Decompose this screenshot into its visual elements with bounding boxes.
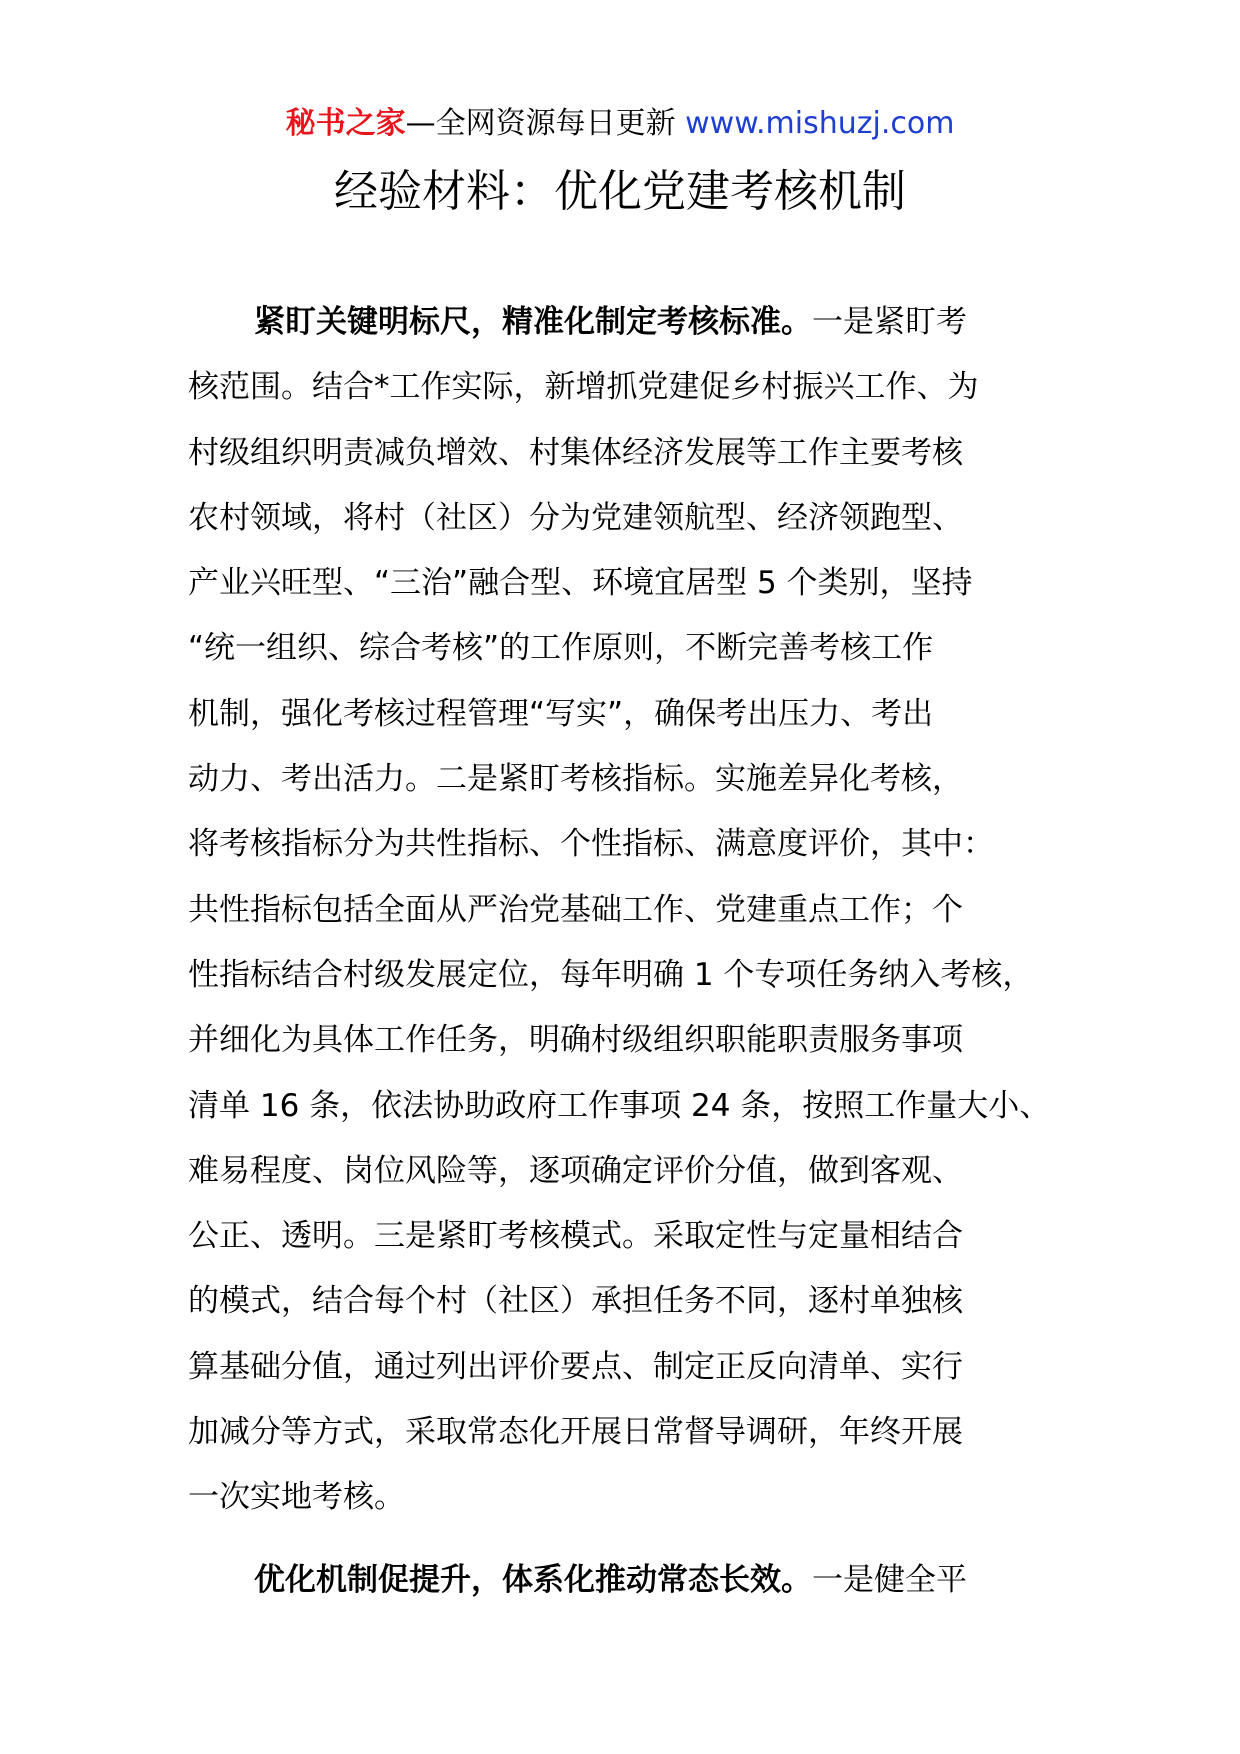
paragraph-line: 难易程度、岗位风险等，逐项确定评价分值，做到客观、 bbox=[188, 1152, 963, 1189]
paragraph-line: 清单 16 条，依法协助政府工作事项 24 条，按照工作量大小、 bbox=[188, 1087, 1051, 1124]
paragraph-line: 并细化为具体工作任务，明确村级组织职能职责服务事项 bbox=[188, 1022, 963, 1059]
paragraph-line: 加减分等方式，采取常态化开展日常督导调研，年终开展 bbox=[188, 1414, 963, 1451]
paragraph-line: 产业兴旺型、“三治”融合型、环境宜居型 5 个类别，坚持 bbox=[188, 565, 973, 602]
paragraph-line: 农村领域，将村（社区）分为党建领航型、经济领跑型、 bbox=[188, 499, 963, 536]
paragraph-line: 机制，强化考核过程管理“写实”，确保考出压力、考出 bbox=[188, 695, 934, 732]
paragraph-line: 一次实地考核。 bbox=[188, 1479, 405, 1516]
paragraph-line: 将考核指标分为共性指标、个性指标、满意度评价，其中： bbox=[188, 826, 994, 863]
paragraph-1-first-line-text: 一是紧盯考 bbox=[812, 304, 967, 340]
paragraph-line: 核范围。结合*工作实际，新增抓党建促乡村振兴工作、为 bbox=[188, 369, 979, 406]
paragraph-line: “统一组织、综合考核”的工作原则，不断完善考核工作 bbox=[188, 630, 934, 667]
paragraph-line: 共性指标包括全面从严治党基础工作、党建重点工作；个 bbox=[188, 891, 963, 928]
site-header bbox=[0, 100, 1240, 148]
paragraph-line: 村级组织明责减负增效、村集体经济发展等工作主要考核 bbox=[188, 434, 963, 471]
paragraph-2-first-line bbox=[188, 1548, 1088, 1613]
paragraph-line: 动力、考出活力。二是紧盯考核指标。实施差异化考核， bbox=[188, 761, 963, 798]
site-url-link[interactable]: www.mishuzj.com bbox=[685, 106, 955, 141]
document-body bbox=[188, 290, 1088, 1613]
paragraph-2-first-line-text: 一是健全平 bbox=[812, 1561, 967, 1598]
site-brand: 秘书之家 bbox=[285, 106, 406, 141]
site-tagline: —全网资源每日更新 bbox=[405, 106, 676, 141]
paragraph-1-lead: 紧盯关键明标尺，精准化制定考核标准。 bbox=[254, 304, 812, 340]
paragraph-2-lead: 优化机制促提升，体系化推动常态长效。 bbox=[254, 1561, 812, 1598]
paragraph-line: 算基础分值，通过列出评价要点、制定正反向清单、实行 bbox=[188, 1348, 963, 1385]
paragraph-1-first-line bbox=[188, 290, 1088, 355]
document-title: 经验材料：优化党建考核机制 bbox=[334, 166, 906, 217]
paragraph-line: 的模式，结合每个村（社区）承担任务不同，逐村单独核 bbox=[188, 1283, 963, 1320]
paragraph-line: 公正、透明。三是紧盯考核模式。采取定性与定量相结合 bbox=[188, 1218, 963, 1255]
paragraph-line: 性指标结合村级发展定位，每年明确 1 个专项任务纳入考核， bbox=[188, 956, 1034, 993]
